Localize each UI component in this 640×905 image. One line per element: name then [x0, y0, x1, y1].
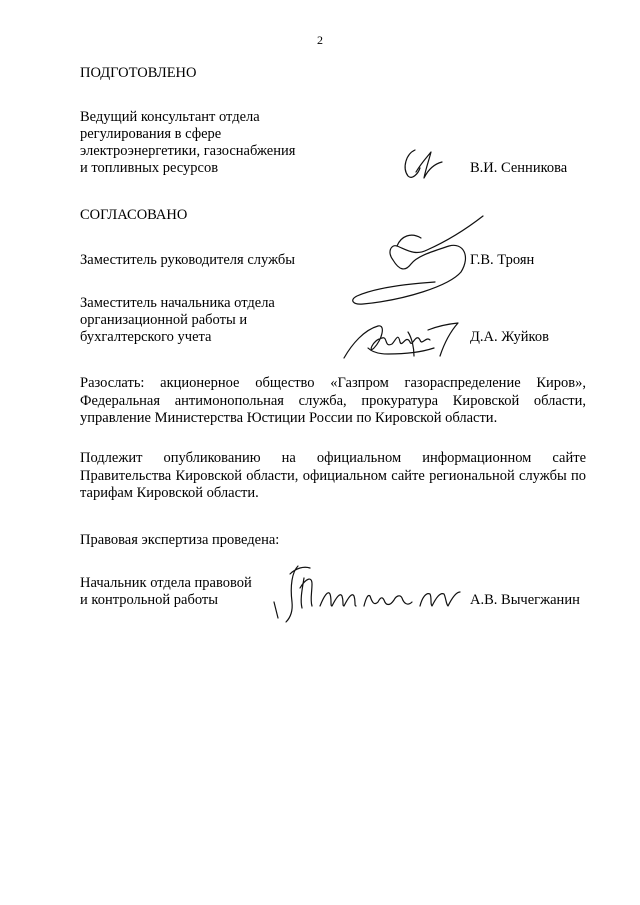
signature-senikova — [398, 142, 448, 187]
prepared-name: В.И. Сенникова — [470, 160, 568, 176]
legal-review-statement: Правовая экспертиза проведена: — [80, 532, 280, 548]
prepared-position-line-3: электроэнергетики, газоснабжения — [80, 143, 296, 159]
deputy-head-name: Г.В. Троян — [470, 252, 535, 268]
prepared-position-line-4: и топливных ресурсов — [80, 160, 219, 176]
page-number: 2 — [317, 33, 323, 47]
legal-review-position-line-1: Начальник отдела правовой — [80, 575, 252, 591]
prepared-position-line-2: регулирования в сфере — [80, 126, 222, 142]
deputy-dept-position-line-3: бухгалтерского учета — [80, 329, 212, 345]
legal-review-position-line-2: и контрольной работы — [80, 592, 218, 608]
publication-paragraph: Подлежит опубликованию на официальном информационном сайте Правительства Кировской области, официальном сайте региональной службы по тарифам Кировской области. — [80, 450, 586, 501]
prepared-position-line-1: Ведущий консультант отдела — [80, 109, 260, 125]
signature-zhuikov — [338, 318, 463, 363]
deputy-dept-name: Д.А. Жуйков — [470, 329, 549, 345]
agreed-heading: СОГЛАСОВАНО — [80, 207, 188, 223]
deputy-dept-position-line-1: Заместитель начальника отдела — [80, 295, 275, 311]
prepared-heading: ПОДГОТОВЛЕНО — [80, 65, 197, 81]
legal-review-name: А.В. Вычегжанин — [470, 592, 580, 608]
deputy-dept-position-line-2: организационной работы и — [80, 312, 248, 328]
distribution-paragraph: Разослать: акционерное общество «Газпром газораспределение Киров», Федеральная антимонопольная служба, прокуратура Кировской области, управление Министерства Юстиции России по Кировской области. — [80, 375, 586, 426]
signature-vychegzhanin — [270, 562, 470, 624]
deputy-head-position: Заместитель руководителя службы — [80, 252, 296, 268]
